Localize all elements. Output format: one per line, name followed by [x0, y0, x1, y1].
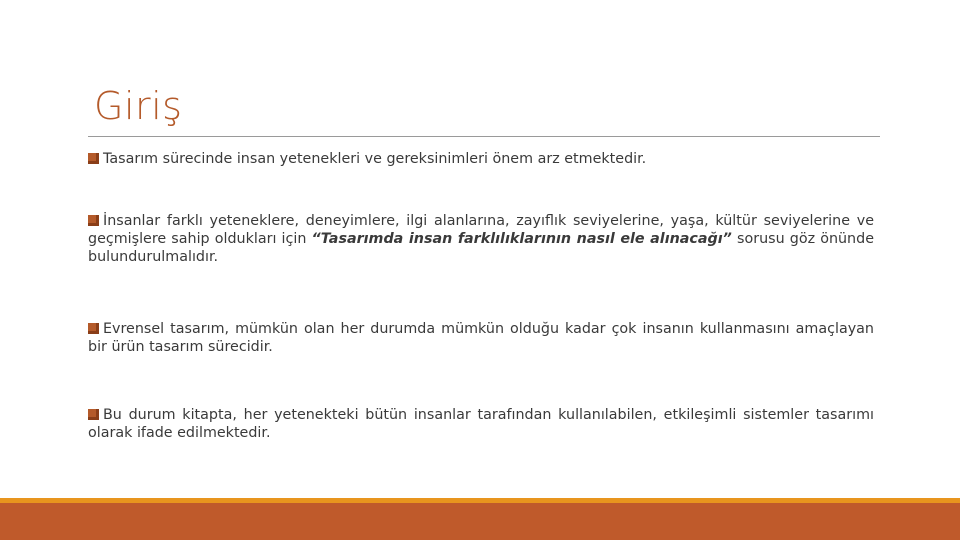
- bullet-text: İnsanlar farklı yeteneklere, deneyimlere, ilgi alanlarına, zayıflık seviyelerine, yaşa, kültür seviyelerine ve geçmişlere sahip oldukları için: [88, 213, 874, 247]
- bullet-text: Evrensel tasarım, mümkün olan her durumda mümkün olduğu kadar çok insanın kullanmasını amaçlayan bir ürün tasarım sürecidir.: [88, 321, 874, 355]
- bullet-item: [88, 212, 874, 266]
- square-bullet-icon: [88, 323, 99, 334]
- title-divider: [88, 136, 880, 137]
- bullet-emphasis: “Tasarımda insan farklılıklarının nasıl ele alınacağı”: [311, 231, 732, 247]
- square-bullet-icon: [88, 409, 99, 420]
- bullet-text: sorusu göz önünde bulundurulmalıdır.: [88, 231, 874, 265]
- bullet-text: Tasarım sürecinde insan yetenekleri ve gereksinimleri önem arz etmektedir.: [103, 151, 647, 167]
- slide-title: Giriş: [94, 84, 183, 128]
- square-bullet-icon: [88, 153, 99, 164]
- bullet-item: [88, 320, 874, 356]
- bullet-item: [88, 406, 874, 442]
- bullet-item: [88, 150, 874, 168]
- bullet-text: Bu durum kitapta, her yetenekteki bütün insanlar tarafından kullanılabilen, etkileşimli sistemler tasarımı olarak ifade edilmektedir.: [88, 407, 874, 441]
- footer-bar: [0, 503, 960, 540]
- square-bullet-icon: [88, 215, 99, 226]
